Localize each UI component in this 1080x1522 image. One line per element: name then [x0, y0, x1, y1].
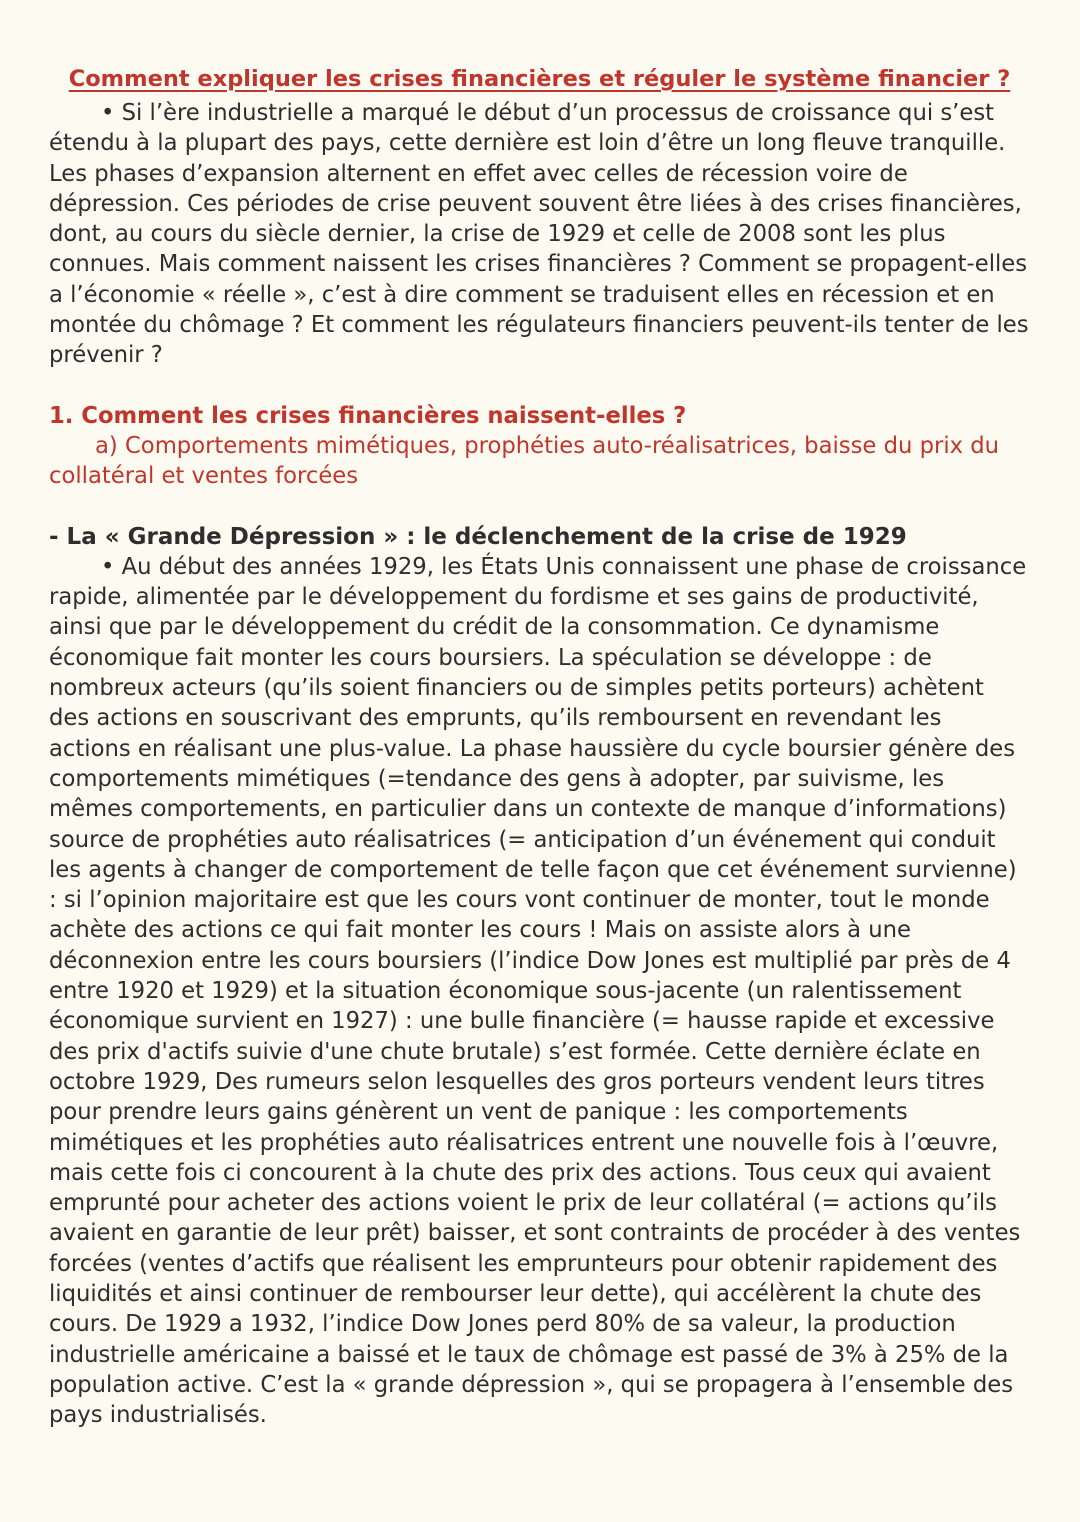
document-title: [49, 62, 1030, 96]
intro-paragraph: • Si l’ère industrielle a marqué le début d’un processus de croissance qui s’est étendu à la plupart des pays, cette dernière est loin d’être un long fleuve tranquille. Les phases d’expansion alternent en effet avec celles de récession voire de dépression. Ces périodes de crise peuvent souvent être liées à des crises financières, dont, au cours du siècle dernier, la crise de 1929 et celle de 2008 sont les plus connues. Mais comment naissent les crises financières ? Comment se propagent-elles a l’économie « réelle », c’est à dire comment se traduisent elles en récession et en montée du chômage ? Et comment les régulateurs financiers peuvent-ils tenter de les prévenir ?: [49, 100, 1029, 369]
section-1-heading: 1. Comment les crises financières naissent-elles ?: [49, 402, 687, 429]
subheading-1929: - La « Grande Dépression » : le déclenchement de la crise de 1929: [49, 523, 907, 550]
spacer: [49, 492, 1030, 522]
document-title-text: Comment expliquer les crises financières et réguler le système financier ?: [68, 66, 1011, 92]
subsection-a-heading: a) Comportements mimétiques, prophéties auto-réalisatrices, baisse du prix du collatéral et ventes forcées: [49, 432, 1000, 490]
spacer: [49, 371, 1030, 401]
paragraph-1929: • Au début des années 1929, les États Unis connaissent une phase de croissance rapide, alimentée par le développement du fordisme et ses gains de productivité, ainsi que par le développement du crédit de la consommation. Ce dynamisme économique fait monter les cours boursiers. La spéculation se développe : de nombreux acteurs (qu’ils soient financiers ou de simples petits porteurs) achètent des actions en souscrivant des emprunts, qu’ils remboursent en revendant les actions en réalisant une plus-value. La phase haussière du cycle boursier génère des comportements mimétiques (=tendance des gens à adopter, par suivisme, les mêmes comportements, en particulier dans un contexte de manque d’informations) source de prophéties auto réalisatrices (= anticipation d’un événement qui conduit les agents à changer de comportement de telle façon que cet événement survienne) : si l’opinion majoritaire est que les cours vont continuer de monter, tout le monde achète des actions ce qui fait monter les cours ! Mais on assiste alors à une déconnexion entre les cours boursiers (l’indice Dow Jones est multiplié par près de 4 entre 1920 et 1929) et la situation économique sous-jacente (un ralentissement économique survient en 1927) : une bulle financière (= hausse rapide et excessive des prix d'actifs suivie d'une chute brutale) s’est formée. Cette dernière éclate en octobre 1929, Des rumeurs selon lesquelles des gros porteurs vendent leurs titres pour prendre leurs gains génèrent un vent de panique : les comportements mimétiques et les prophéties auto réalisatrices entrent une nouvelle fois à l’œuvre, mais cette fois ci concourent à la chute des prix des actions. Tous ceux qui avaient emprunté pour acheter des actions voient le prix de leur collatéral (= actions qu’ils avaient en garantie de leur prêt) baisser, et sont contraints de procéder à des ventes forcées (ventes d’actifs que réalisent les emprunteurs pour obtenir rapidement des liquidités et ainsi continuer de rembourser leur dette), qui accélèrent la chute des cours. De 1929 a 1932, l’indice Dow Jones perd 80% de sa valeur, la production industrielle américaine a baissé et le taux de chômage est passé de 3% à 25% de la population active. C’est la « grande dépression », qui se propagera à l’ensemble des pays industrialisés.: [49, 553, 1027, 1429]
